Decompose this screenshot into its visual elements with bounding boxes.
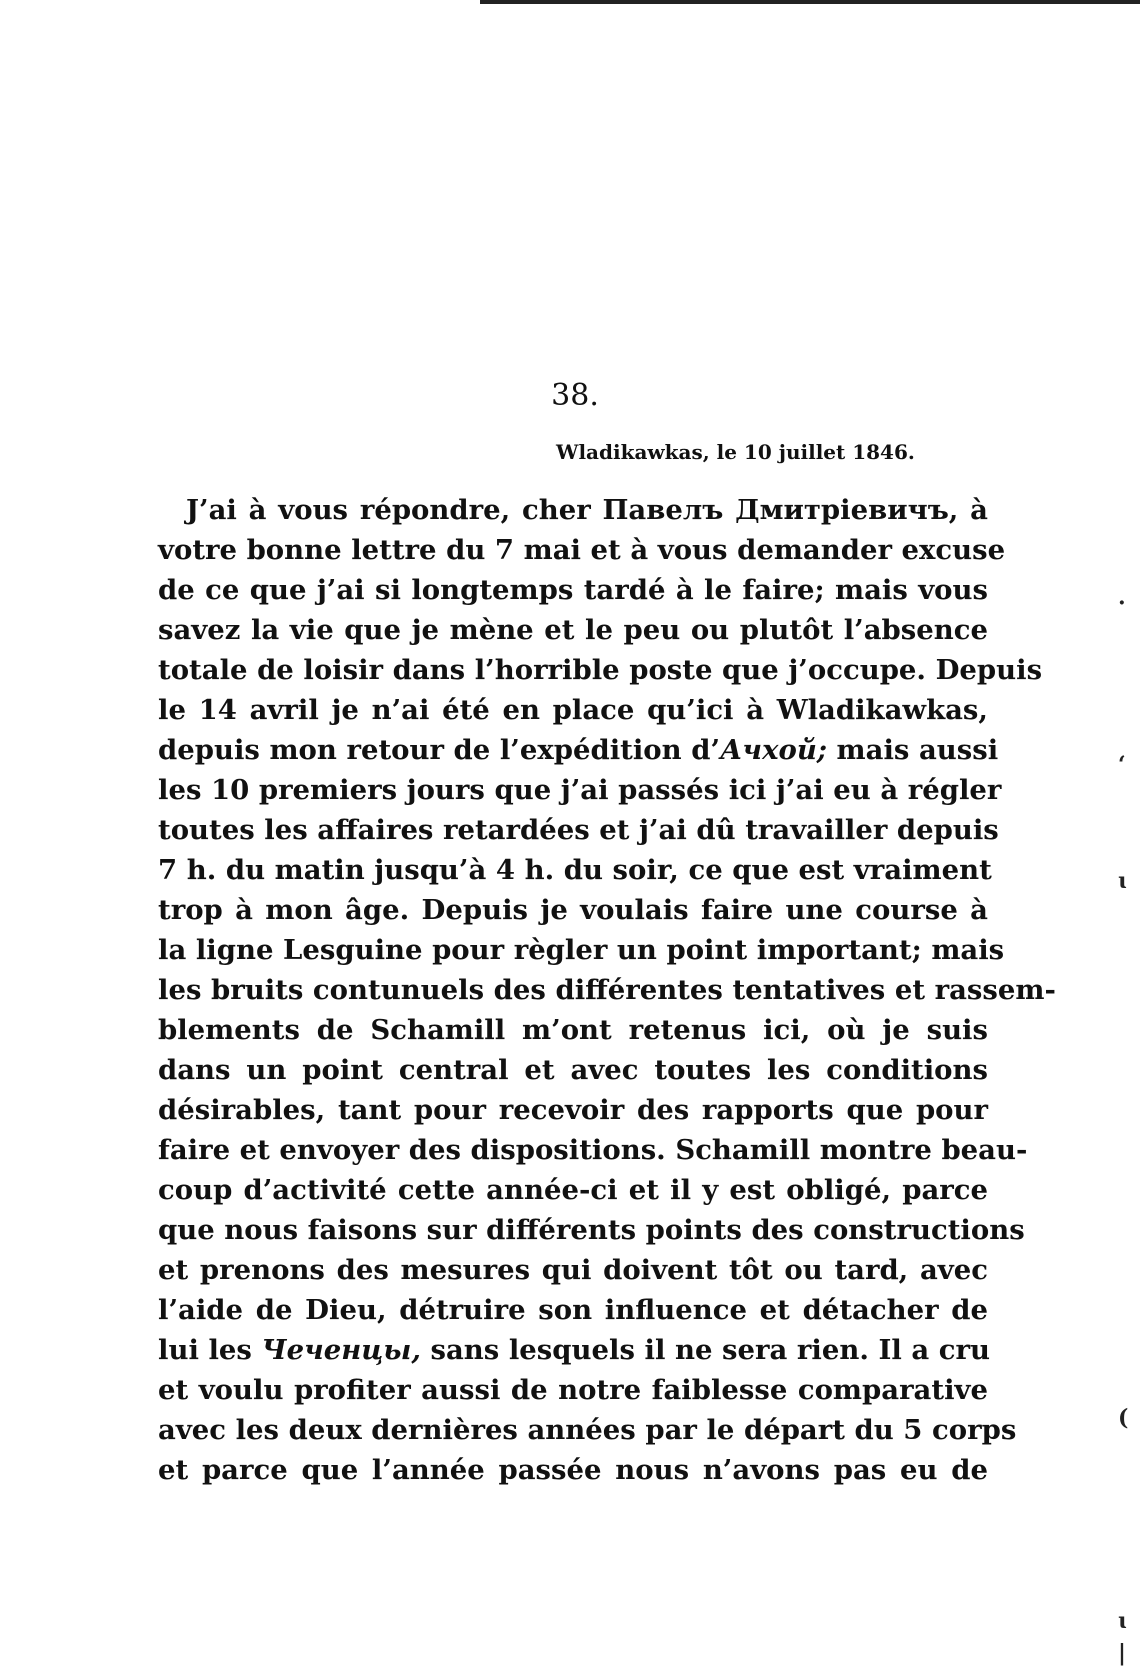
text-line: désirables, tant pour recevoir des rapports que pour (158, 1094, 988, 1126)
text-line: le 14 avril je n’ai été en place qu’ici à Wladikawkas, (158, 694, 988, 726)
text-line: trop à mon âge. Depuis je voulais faire une course à (158, 894, 988, 926)
text-line: coup d’activité cette année-ci et il y est obligé, parce (158, 1174, 988, 1206)
text-line (158, 730, 999, 770)
text-line: et voulu profiter aussi de notre faiblesse comparative (158, 1374, 988, 1406)
text-line: l’aide de Dieu, détruire son influence et détacher de (158, 1294, 988, 1326)
letter-body (158, 490, 1056, 1490)
text-line: et parce que l’année passée nous n’avons pas eu de (158, 1454, 988, 1486)
text-fragment: depuis mon retour de l’expédition d’ (158, 734, 721, 766)
margin-artifact: ʻ (1118, 752, 1126, 778)
text-line: de ce que j’ai si longtemps tardé à le faire; mais vous (158, 574, 988, 606)
text-fragment: lui les (158, 1334, 262, 1366)
margin-artifact: | (1118, 1640, 1127, 1666)
italic-place-name: Ачхой; (720, 734, 827, 766)
italic-people-name: Чеченцы, (261, 1334, 421, 1366)
text-line (158, 1330, 988, 1370)
text-line: les 10 premiers jours que j’ai passés ici j’ai eu à régler (158, 774, 1002, 806)
text-line: la ligne Lesguine pour règler un point important; mais (158, 934, 1005, 966)
text-line: totale de loisir dans l’horrible poste que j’occupe. Depuis (158, 654, 1043, 686)
letter-number: 38. (551, 378, 599, 413)
text-line: toutes les affaires retardées et j’ai dû travailler depuis (158, 814, 999, 846)
text-line: savez la vie que je mène et le peu ou plutôt l’absence (158, 614, 988, 646)
text-line: J’ai à vous répondre, cher Павелъ Дмитріевичъ, à (186, 494, 988, 526)
text-line: avec les deux dernières années par le départ du 5 corps (158, 1414, 1017, 1446)
text-line: dans un point central et avec toutes les conditions (158, 1054, 988, 1086)
text-line: faire et envoyer des dispositions. Schamill montre beau- (158, 1134, 1028, 1166)
text-line: les bruits contunuels des différentes tentatives et rassem- (158, 974, 1056, 1006)
text-line: et prenons des mesures qui doivent tôt ou tard, avec (158, 1254, 988, 1286)
text-line: votre bonne lettre du 7 mai et à vous demander excuse (158, 534, 1006, 566)
margin-artifact: ( (1118, 1405, 1129, 1431)
text-fragment: sans lesquels il ne sera rien. Il a cru (420, 1334, 990, 1366)
dateline: Wladikawkas, le 10 juillet 1846. (556, 440, 915, 464)
text-line: 7 h. du matin jusqu’à 4 h. du soir, ce que est vraiment (158, 854, 992, 886)
margin-artifact: · (1118, 590, 1126, 616)
text-fragment: mais aussi (826, 734, 999, 766)
top-rule (480, 0, 1140, 4)
margin-artifact: ɩ (1118, 868, 1127, 894)
text-line: blements de Schamill m’ont retenus ici, où je suis (158, 1014, 988, 1046)
margin-artifact: ɩ (1118, 1608, 1127, 1634)
text-line: que nous faisons sur différents points des constructions (158, 1214, 1025, 1246)
